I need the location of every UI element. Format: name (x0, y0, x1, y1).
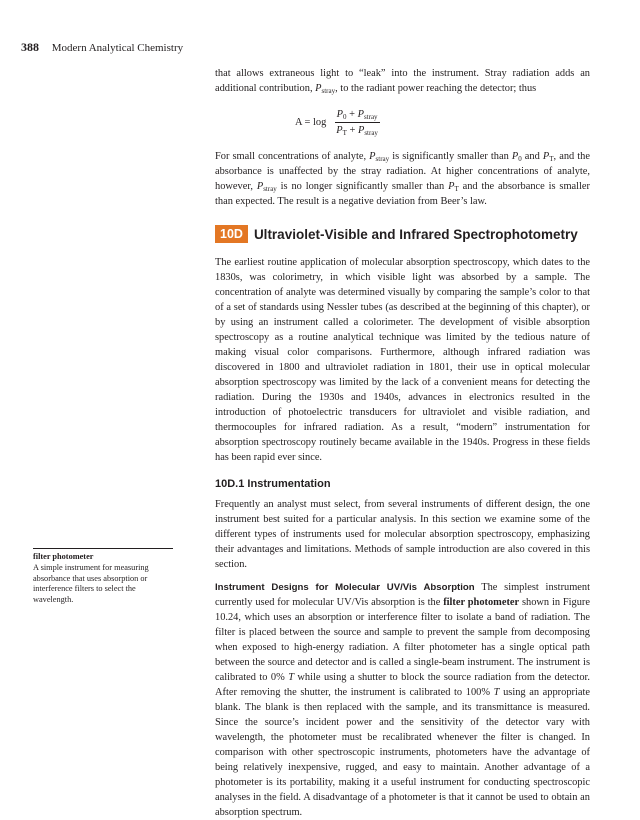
margin-glossary-note (33, 548, 173, 605)
main-column (215, 66, 590, 820)
instrument-designs-paragraph: Instrument Designs for Molecular UV/Vis Absorption The simplest instrument currently used for molecular UV/Vis absorption is the filter photometer shown in Figure 10.24, which uses an absorption or interference filter to isolate a band of radiation. The filter is placed between the source and sample to prevent the sample from decomposing when exposed to high-energy radiation. A filter photometer has a single optical path between the source and detector and is called a single-beam instrument. The instrument is calibrated to 0% T while using a shutter to block the source radiation from the detector. After removing the shutter, the instrument is calibrated to 100% T using an appropriate blank. The blank is then replaced with the sample, and its transmittance is measured. Since the source’s incident power and the sensitivity of the detector vary with wavelength, the photometer must be recalibrated whenever the filter is changed. In comparison with other spectroscopic instruments, photometers have the advantage of being relatively inexpensive, rugged, and easy to maintain. Another advantage of a photometer is its portability, making it a useful instrument for conducting spectroscopic analyses in the field. A disadvantage of a photometer is that it cannot be used to obtain an absorption spectrum. (215, 582, 591, 818)
subsection-title: Instrumentation (247, 478, 331, 490)
runin-heading: Instrument Designs for Molecular UV/Vis Absorption (215, 582, 475, 593)
equation-lhs: A = log (295, 116, 327, 128)
stray-paragraph: For small concentrations of analyte, $P_{stray}$ is significantly smaller than $P_0$ and $P_T$, and the absorbance is unaffected by the stray radiation. At higher concentrations of analyte, however, $P_{stray}$ is no longer significantly smaller than $P_T$ and the absorbance is smaller than expected. The result is a negative deviation from Beer’s law. (215, 151, 590, 207)
section-paragraph: The earliest routine application of molecular absorption spectroscopy, which dates to the 1830s, was colorimetry, in which visible light was absorbed by a sample. The concentration of analyte was determined visually by comparing the sample’s color to that of a set of standards using Nessler tubes (as described at the beginning of this chapter), or by using an instrument called a colorimeter. The development of visible absorption spectroscopy as a routine analytical technique was limited by the tedious nature of making visual color comparisons. Furthermore, although infrared radiation was discovered in 1800 and ultraviolet radiation in 1801, their use in optical molecular absorption spectroscopy was limited by the lack of a convenient means for detecting the radiation. During the 1930s and 1940s, advances in electronics resulted in the introduction of photoelectric transducers for ultraviolet and visible radiation, and thermocouples for infrared radiation. As a result, “modern” instrumentation for absorption spectroscopy routinely became available in the 1940s. Progress in these fields has been rapid ever since. (215, 257, 590, 463)
equation-numerator: $P_0 + P_{stray}$ (336, 108, 378, 121)
subsection-heading (215, 478, 590, 490)
section-title: Ultraviolet-Visible and Infrared Spectrophotometry (253, 226, 578, 242)
running-title: Modern Analytical Chemistry (51, 42, 184, 54)
glossary-term: filter photometer (33, 552, 94, 561)
equation-denominator: $P_T + P_{stray}$ (336, 124, 378, 137)
glossary-definition: A simple instrument for measuring absorbance that uses absorption or interference filters to select the wavelength. (33, 563, 149, 604)
running-head (21, 40, 183, 55)
section-number-badge: 10D (215, 225, 248, 243)
key-term: filter photometer (443, 597, 520, 608)
stray-radiation-equation (295, 105, 590, 139)
intro-paragraph: that allows extraneous light to “leak” into the instrument. Stray radiation adds an additional contribution, $P_{stray}$, to the radiant power reaching the detector; thus (215, 68, 590, 95)
subsection-paragraph: Frequently an analyst must select, from several instruments of different design, the one instrument best suited for a particular analysis. In this section we examine some of the different types of instruments used for molecular absorption spectroscopy, emphasizing their advantages and limitations. Methods of sample introduction are also covered in this section. (215, 499, 590, 570)
subsection-number: 10D.1 (215, 478, 245, 490)
equation-fraction (334, 109, 380, 136)
page-number: 388 (21, 40, 39, 54)
section-heading (215, 224, 590, 244)
